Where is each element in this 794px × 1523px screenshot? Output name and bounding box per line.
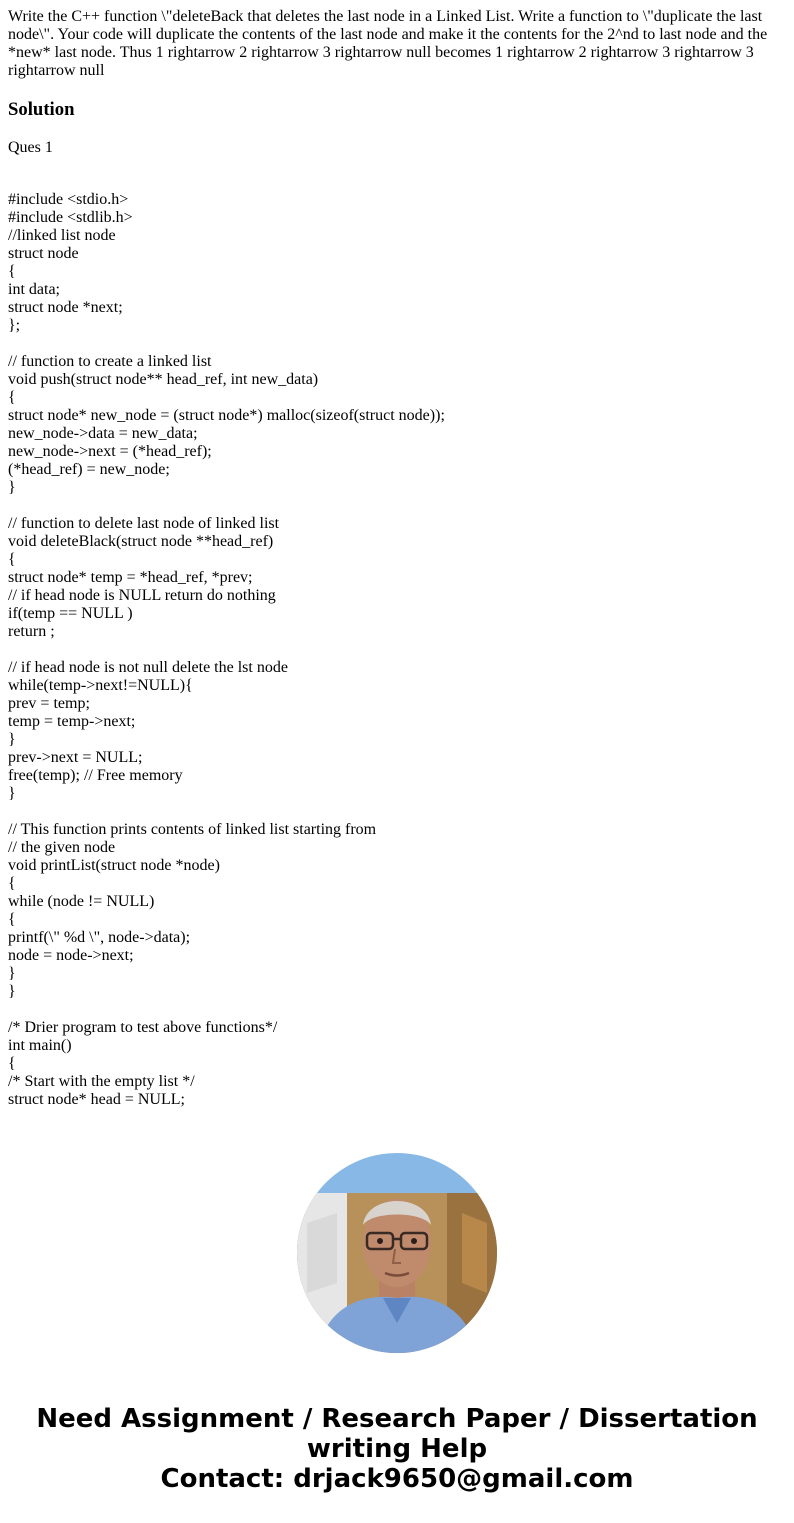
code-line: new_node->data = new_data;	[8, 425, 198, 442]
code-line: {	[8, 551, 16, 568]
code-line	[8, 497, 445, 515]
code-line: temp = temp->next;	[8, 713, 136, 730]
code-line: if(temp == NULL )	[8, 605, 133, 622]
code-line: }	[8, 983, 16, 1000]
code-line: struct node *next;	[8, 299, 123, 316]
code-line: // function to delete last node of linked list	[8, 515, 280, 532]
question-text: Write the C++ function \"deleteBack that deletes the last node in a Linked List. Write a function to \"duplicate the last node\". Your code will duplicate the contents of the last node and make it the contents for the 2^nd to last node and the *new* last node. Thus 1 rightarrow 2 rightarrow 3 rightarrow null becomes 1 rightarrow 2 rightarrow 3 rightarrow 3 rightarrow null	[8, 8, 768, 79]
code-line: prev->next = NULL;	[8, 749, 143, 766]
promo-line-2: writing Help	[306, 1434, 488, 1464]
code-line: // if head node is NULL return do nothing	[8, 587, 276, 604]
code-line	[8, 803, 445, 821]
code-line: /* Start with the empty list */	[8, 1073, 195, 1090]
promo-banner	[0, 1404, 794, 1494]
code-line: {	[8, 1055, 16, 1072]
author-photo	[297, 1153, 497, 1353]
code-line: printf(\" %d \", node->data);	[8, 929, 191, 946]
code-line: #include <stdio.h>	[8, 191, 129, 208]
code-line: int main()	[8, 1037, 72, 1054]
code-line: new_node->next = (*head_ref);	[8, 443, 212, 460]
code-line: {	[8, 875, 16, 892]
code-line: }	[8, 731, 16, 748]
code-line: };	[8, 317, 21, 334]
promo-line-1: Need Assignment / Research Paper / Dissertation	[36, 1404, 758, 1434]
code-line: /* Drier program to test above functions*/	[8, 1019, 278, 1036]
code-line: void deleteBlack(struct node **head_ref)	[8, 533, 274, 550]
code-line: struct node* temp = *head_ref, *prev;	[8, 569, 253, 586]
code-line	[8, 335, 445, 353]
code-line: int data;	[8, 281, 60, 298]
code-line: struct node	[8, 245, 79, 262]
code-line: void printList(struct node *node)	[8, 857, 220, 874]
code-line: // the given node	[8, 839, 116, 856]
promo-contact-line: Contact: drjack9650@gmail.com	[160, 1464, 634, 1494]
code-line: #include <stdlib.h>	[8, 209, 133, 226]
code-line: {	[8, 389, 16, 406]
code-line: prev = temp;	[8, 695, 90, 712]
code-line: node = node->next;	[8, 947, 134, 964]
code-line: struct node* head = NULL;	[8, 1091, 185, 1108]
code-block	[8, 191, 445, 1109]
author-photo-icon	[297, 1153, 497, 1353]
code-line: (*head_ref) = new_node;	[8, 461, 170, 478]
code-line: }	[8, 479, 16, 496]
code-line	[8, 641, 445, 659]
code-line: while(temp->next!=NULL){	[8, 677, 193, 694]
code-line: }	[8, 785, 16, 802]
code-line: while (node != NULL)	[8, 893, 155, 910]
code-line: }	[8, 965, 16, 982]
code-line: {	[8, 911, 16, 928]
code-line: void push(struct node** head_ref, int new_data)	[8, 371, 319, 388]
solution-heading: Solution	[8, 99, 75, 120]
code-line: return ;	[8, 623, 55, 640]
code-line: // function to create a linked list	[8, 353, 212, 370]
code-line: //linked list node	[8, 227, 116, 244]
code-line: free(temp); // Free memory	[8, 767, 183, 784]
code-line: // This function prints contents of linked list starting from	[8, 821, 377, 838]
code-line: // if head node is not null delete the lst node	[8, 659, 288, 676]
question-number-label: Ques 1	[8, 139, 53, 156]
code-line: struct node* new_node = (struct node*) malloc(sizeof(struct node));	[8, 407, 445, 424]
code-line: {	[8, 263, 16, 280]
code-line	[8, 1001, 445, 1019]
